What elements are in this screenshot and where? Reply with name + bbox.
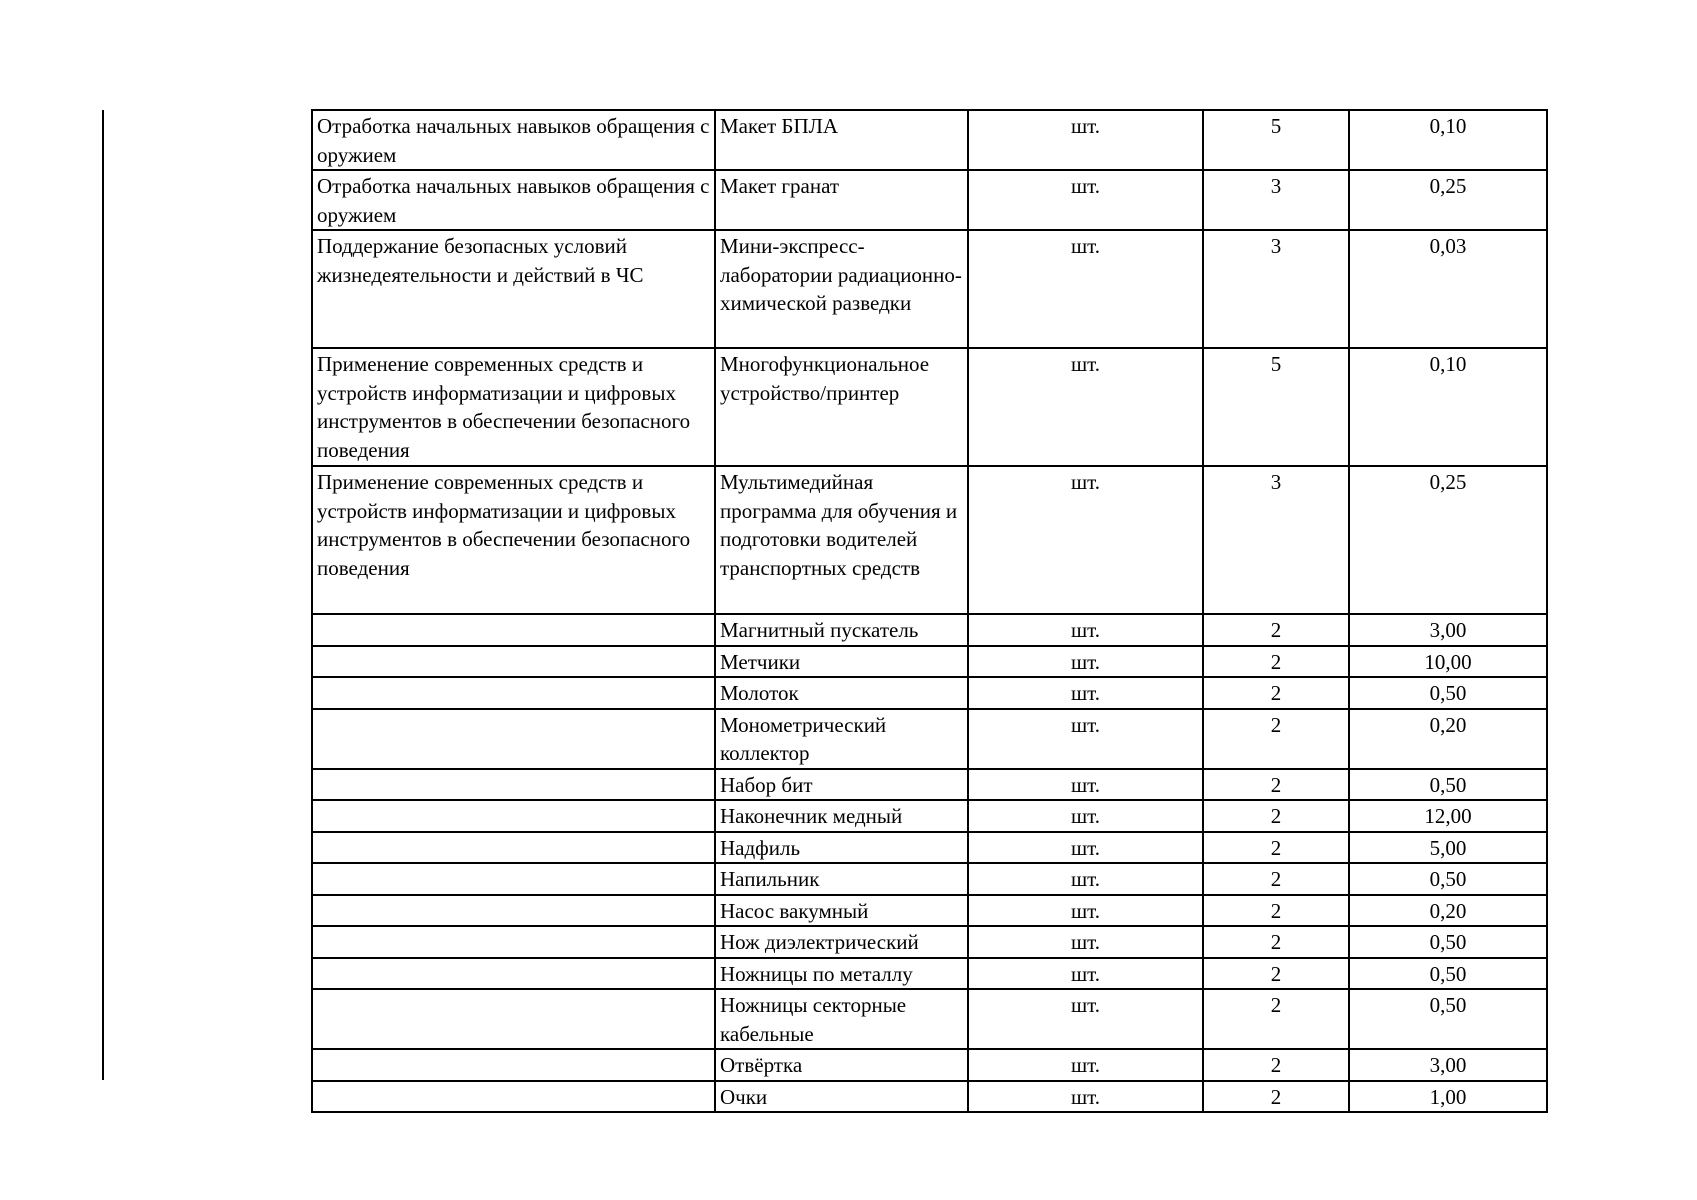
purpose-cell bbox=[312, 863, 715, 895]
item-name-cell: Напильник bbox=[715, 863, 968, 895]
item-name-cell: Отвёртка bbox=[715, 1049, 968, 1081]
value-cell: 3,00 bbox=[1349, 614, 1547, 646]
quantity-cell: 2 bbox=[1203, 677, 1349, 709]
item-name-cell: Мини-экспресс-лаборатории радиационно-химической разведки bbox=[715, 230, 968, 348]
item-name-cell: Ножницы секторные кабельные bbox=[715, 989, 968, 1049]
value-cell: 0,50 bbox=[1349, 769, 1547, 801]
quantity-cell: 2 bbox=[1203, 863, 1349, 895]
quantity-cell: 5 bbox=[1203, 348, 1349, 466]
page-margin-line bbox=[102, 110, 104, 1080]
table-row bbox=[312, 709, 1547, 769]
purpose-cell bbox=[312, 1049, 715, 1081]
table-row bbox=[312, 958, 1547, 990]
unit-cell: шт. bbox=[968, 989, 1203, 1049]
value-cell: 0,50 bbox=[1349, 958, 1547, 990]
item-name-cell: Ножницы по металлу bbox=[715, 958, 968, 990]
value-cell: 3,00 bbox=[1349, 1049, 1547, 1081]
item-name-cell: Мультимедийная программа для обучения и подготовки водителей транспортных средств bbox=[715, 466, 968, 614]
quantity-cell: 2 bbox=[1203, 614, 1349, 646]
unit-cell: шт. bbox=[968, 677, 1203, 709]
unit-cell: шт. bbox=[968, 230, 1203, 348]
quantity-cell: 2 bbox=[1203, 926, 1349, 958]
purpose-cell bbox=[312, 800, 715, 832]
quantity-cell: 2 bbox=[1203, 832, 1349, 864]
value-cell: 0,10 bbox=[1349, 348, 1547, 466]
item-name-cell: Надфиль bbox=[715, 832, 968, 864]
value-cell: 10,00 bbox=[1349, 646, 1547, 678]
quantity-cell: 2 bbox=[1203, 895, 1349, 927]
purpose-cell: Поддержание безопасных условий жизнедеятельности и действий в ЧС bbox=[312, 230, 715, 348]
item-name-cell: Нож диэлектрический bbox=[715, 926, 968, 958]
purpose-cell: Применение современных средств и устройств информатизации и цифровых инструментов в обеспечении безопасного поведения bbox=[312, 466, 715, 614]
value-cell: 0,50 bbox=[1349, 863, 1547, 895]
purpose-cell bbox=[312, 832, 715, 864]
quantity-cell: 2 bbox=[1203, 800, 1349, 832]
quantity-cell: 2 bbox=[1203, 989, 1349, 1049]
purpose-cell: Применение современных средств и устройств информатизации и цифровых инструментов в обеспечении безопасного поведения bbox=[312, 348, 715, 466]
table-row bbox=[312, 614, 1547, 646]
item-name-cell: Набор бит bbox=[715, 769, 968, 801]
value-cell: 0,25 bbox=[1349, 466, 1547, 614]
value-cell: 0,50 bbox=[1349, 677, 1547, 709]
quantity-cell: 3 bbox=[1203, 230, 1349, 348]
item-name-cell: Насос вакумный bbox=[715, 895, 968, 927]
table-row bbox=[312, 863, 1547, 895]
table-row bbox=[312, 110, 1547, 170]
value-cell: 0,20 bbox=[1349, 709, 1547, 769]
value-cell: 0,50 bbox=[1349, 926, 1547, 958]
purpose-cell bbox=[312, 709, 715, 769]
table-row bbox=[312, 348, 1547, 466]
unit-cell: шт. bbox=[968, 170, 1203, 230]
value-cell: 0,25 bbox=[1349, 170, 1547, 230]
unit-cell: шт. bbox=[968, 832, 1203, 864]
purpose-cell: Отработка начальных навыков обращения с оружием bbox=[312, 170, 715, 230]
item-name-cell: Монометрический коллектор bbox=[715, 709, 968, 769]
table-row bbox=[312, 926, 1547, 958]
purpose-cell bbox=[312, 614, 715, 646]
quantity-cell: 2 bbox=[1203, 709, 1349, 769]
unit-cell: шт. bbox=[968, 895, 1203, 927]
purpose-cell bbox=[312, 1081, 715, 1113]
unit-cell: шт. bbox=[968, 348, 1203, 466]
quantity-cell: 2 bbox=[1203, 1049, 1349, 1081]
value-cell: 0,50 bbox=[1349, 989, 1547, 1049]
quantity-cell: 2 bbox=[1203, 958, 1349, 990]
unit-cell: шт. bbox=[968, 863, 1203, 895]
table-row bbox=[312, 1049, 1547, 1081]
item-name-cell: Очки bbox=[715, 1081, 968, 1113]
table-row bbox=[312, 170, 1547, 230]
table-row bbox=[312, 769, 1547, 801]
item-name-cell: Макет БПЛА bbox=[715, 110, 968, 170]
value-cell: 12,00 bbox=[1349, 800, 1547, 832]
item-name-cell: Наконечник медный bbox=[715, 800, 968, 832]
unit-cell: шт. bbox=[968, 800, 1203, 832]
purpose-cell bbox=[312, 958, 715, 990]
unit-cell: шт. bbox=[968, 709, 1203, 769]
quantity-cell: 5 bbox=[1203, 110, 1349, 170]
table-row bbox=[312, 230, 1547, 348]
table-row bbox=[312, 989, 1547, 1049]
unit-cell: шт. bbox=[968, 1049, 1203, 1081]
quantity-cell: 3 bbox=[1203, 170, 1349, 230]
item-name-cell: Многофункциональное устройство/принтер bbox=[715, 348, 968, 466]
purpose-cell bbox=[312, 646, 715, 678]
unit-cell: шт. bbox=[968, 646, 1203, 678]
purpose-cell bbox=[312, 895, 715, 927]
unit-cell: шт. bbox=[968, 926, 1203, 958]
quantity-cell: 3 bbox=[1203, 466, 1349, 614]
item-name-cell: Магнитный пускатель bbox=[715, 614, 968, 646]
purpose-cell bbox=[312, 989, 715, 1049]
unit-cell: шт. bbox=[968, 1081, 1203, 1113]
purpose-cell: Отработка начальных навыков обращения с оружием bbox=[312, 110, 715, 170]
equipment-table bbox=[311, 109, 1548, 1113]
quantity-cell: 2 bbox=[1203, 1081, 1349, 1113]
table-row bbox=[312, 800, 1547, 832]
table-row bbox=[312, 1081, 1547, 1113]
unit-cell: шт. bbox=[968, 466, 1203, 614]
value-cell: 0,03 bbox=[1349, 230, 1547, 348]
purpose-cell bbox=[312, 926, 715, 958]
quantity-cell: 2 bbox=[1203, 646, 1349, 678]
value-cell: 1,00 bbox=[1349, 1081, 1547, 1113]
table-row bbox=[312, 466, 1547, 614]
value-cell: 5,00 bbox=[1349, 832, 1547, 864]
value-cell: 0,20 bbox=[1349, 895, 1547, 927]
quantity-cell: 2 bbox=[1203, 769, 1349, 801]
purpose-cell bbox=[312, 677, 715, 709]
table-row bbox=[312, 646, 1547, 678]
unit-cell: шт. bbox=[968, 614, 1203, 646]
item-name-cell: Молоток bbox=[715, 677, 968, 709]
unit-cell: шт. bbox=[968, 958, 1203, 990]
item-name-cell: Макет гранат bbox=[715, 170, 968, 230]
unit-cell: шт. bbox=[968, 110, 1203, 170]
item-name-cell: Метчики bbox=[715, 646, 968, 678]
table-row bbox=[312, 895, 1547, 927]
purpose-cell bbox=[312, 769, 715, 801]
table-row bbox=[312, 677, 1547, 709]
unit-cell: шт. bbox=[968, 769, 1203, 801]
value-cell: 0,10 bbox=[1349, 110, 1547, 170]
table-row bbox=[312, 832, 1547, 864]
